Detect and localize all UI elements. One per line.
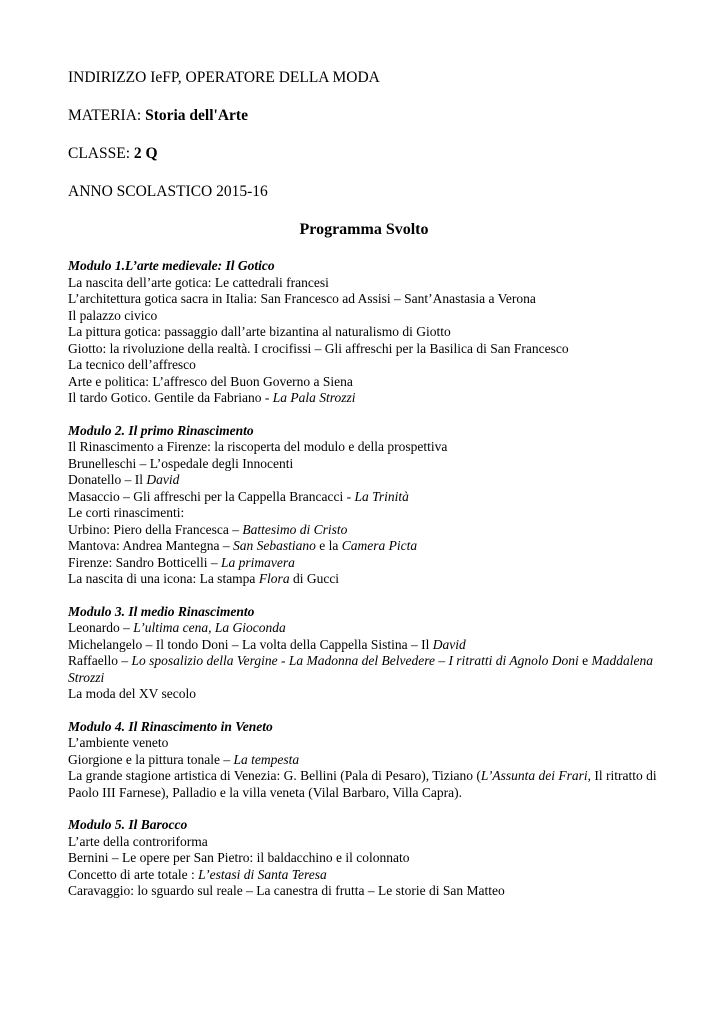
program-line	[68, 505, 660, 522]
program-line	[68, 768, 660, 801]
line-text: Brunelleschi – L’ospedale degli Innocenti	[68, 455, 294, 471]
line-text: Concetto di arte totale :	[68, 866, 199, 882]
program-line	[68, 735, 660, 752]
line-text: La nascita dell’arte gotica: Le cattedrali francesi	[68, 274, 329, 290]
module-section	[68, 719, 660, 802]
page-title: Programma Svolto	[299, 221, 429, 238]
module-title: Modulo 2. Il primo Rinascimento	[68, 422, 254, 438]
artwork-title: Camera Picta	[341, 538, 418, 553]
line-text: e	[578, 653, 592, 668]
artwork-title: La primavera	[220, 554, 295, 570]
program-line	[68, 374, 660, 391]
line-text: Il palazzo civico	[68, 307, 158, 323]
program-line	[68, 620, 660, 637]
artwork-title: David	[146, 472, 180, 487]
program-line	[68, 439, 660, 456]
program-line	[68, 472, 660, 489]
program-line	[68, 341, 660, 358]
program-line	[68, 555, 660, 572]
program-line	[68, 522, 660, 539]
module-section	[68, 604, 660, 703]
line-text: L’arte della controriforma	[68, 833, 208, 849]
line-text: Michelangelo – Il tondo Doni – La volta della Cappella Sistina – Il	[68, 636, 433, 652]
line-text: Mantova: Andrea Mantegna –	[68, 538, 233, 553]
document-page	[68, 68, 660, 916]
program-line	[68, 324, 660, 341]
classe-value: 2 Q	[133, 145, 158, 162]
artwork-title: La tempesta	[233, 751, 300, 767]
artwork-title: Maddalena Strozzi	[68, 653, 653, 685]
artwork-title: L’estasi di Santa Teresa	[198, 866, 327, 882]
line-text: La grande stagione artistica di Venezia: G. Bellini (Pala di Pesaro), Tiziano (	[68, 768, 481, 783]
classe-label: CLASSE:	[68, 145, 134, 162]
program-line	[68, 571, 660, 588]
line-text: Urbino: Piero della Francesca –	[68, 521, 243, 537]
line-text: Raffaello –	[68, 653, 132, 668]
line-text: Firenze: Sandro Botticelli –	[68, 554, 221, 570]
line-text: L’ambiente veneto	[68, 735, 169, 750]
program-line	[68, 850, 660, 867]
line-text: Il tardo Gotico. Gentile da Fabriano -	[68, 390, 273, 405]
line-text: La moda del XV secolo	[68, 686, 196, 701]
module-title: Modulo 5. Il Barocco	[68, 817, 188, 832]
line-text: Leonardo –	[68, 620, 134, 635]
artwork-title: David	[432, 636, 466, 652]
program-line	[68, 390, 660, 407]
line-text: Masaccio – Gli affreschi per la Cappella Brancacci -	[68, 488, 355, 504]
module-section	[68, 423, 660, 588]
program-line	[68, 752, 660, 769]
program-line	[68, 357, 660, 374]
program-line	[68, 489, 660, 506]
line-text: , Il ritratto di Paolo III Farnese), Palladio e la villa veneta (Vilal Barbaro, Villa Capra).	[68, 768, 657, 800]
line-text: di Gucci	[289, 571, 340, 586]
program-line	[68, 883, 660, 900]
program-line	[68, 834, 660, 851]
artwork-title: Battesimo di Cristo	[242, 521, 348, 537]
program-line	[68, 637, 660, 654]
module-section	[68, 258, 660, 407]
indirizzo-heading: INDIRIZZO IeFP, OPERATORE DELLA MODA	[68, 69, 380, 86]
line-text: L’architettura gotica sacra in Italia: San Francesco ad Assisi – Sant’Anastasia a Verona	[68, 291, 536, 306]
module-title: Modulo 4. Il Rinascimento in Veneto	[68, 718, 273, 734]
artwork-title: L’ultima cena, La Gioconda	[133, 620, 286, 635]
line-text: Arte e politica: L’affresco del Buon Governo a Siena	[68, 373, 353, 389]
program-line	[68, 686, 660, 703]
line-text: La tecnico dell’affresco	[68, 357, 196, 372]
module-title: Modulo 3. Il medio Rinascimento	[68, 603, 255, 619]
line-text: Giotto: la rivoluzione della realtà. I crocifissi – Gli affreschi per la Basilica di San Francesco	[68, 340, 569, 356]
line-text: La nascita di una icona: La stampa	[68, 571, 259, 586]
anno-scolastico-heading: ANNO SCOLASTICO 2015-16	[68, 183, 268, 200]
artwork-title: L’Assunta dei Frari	[480, 768, 588, 783]
program-line	[68, 538, 660, 555]
program-line	[68, 456, 660, 473]
line-text: La pittura gotica: passaggio dall’arte bizantina al naturalismo di Giotto	[68, 324, 451, 339]
artwork-title: La Trinità	[354, 488, 409, 504]
line-text: Bernini – Le opere per San Pietro: il baldacchino e il colonnato	[68, 850, 410, 865]
artwork-title: Flora	[258, 571, 290, 586]
line-text: Giorgione e la pittura tonale –	[68, 751, 234, 767]
materia-label: MATERIA:	[68, 107, 146, 124]
artwork-title: La Pala Strozzi	[272, 390, 356, 405]
module-title: Modulo 1.L’arte medievale: Il Gotico	[68, 258, 275, 273]
artwork-title: Lo sposalizio della Vergine - La Madonna del Belvedere – I ritratti di Agnolo Doni	[131, 653, 579, 668]
materia-heading	[68, 106, 660, 125]
program-line	[68, 867, 660, 884]
materia-value: Storia dell'Arte	[145, 107, 248, 124]
program-line	[68, 275, 660, 292]
program-line	[68, 308, 660, 325]
program-line	[68, 291, 660, 308]
line-text: Caravaggio: lo sguardo sul reale – La canestra di frutta – Le storie di San Matteo	[68, 883, 505, 898]
program-line	[68, 653, 660, 686]
line-text: Le corti rinascimenti:	[68, 505, 185, 520]
line-text: Il Rinascimento a Firenze: la riscoperta del modulo e della prospettiva	[68, 439, 448, 454]
line-text: Donatello – Il	[68, 472, 147, 487]
modules-list	[68, 258, 660, 900]
classe-heading	[68, 144, 660, 163]
artwork-title: San Sebastiano	[232, 538, 316, 553]
module-section	[68, 817, 660, 900]
line-text: e la	[315, 538, 342, 553]
